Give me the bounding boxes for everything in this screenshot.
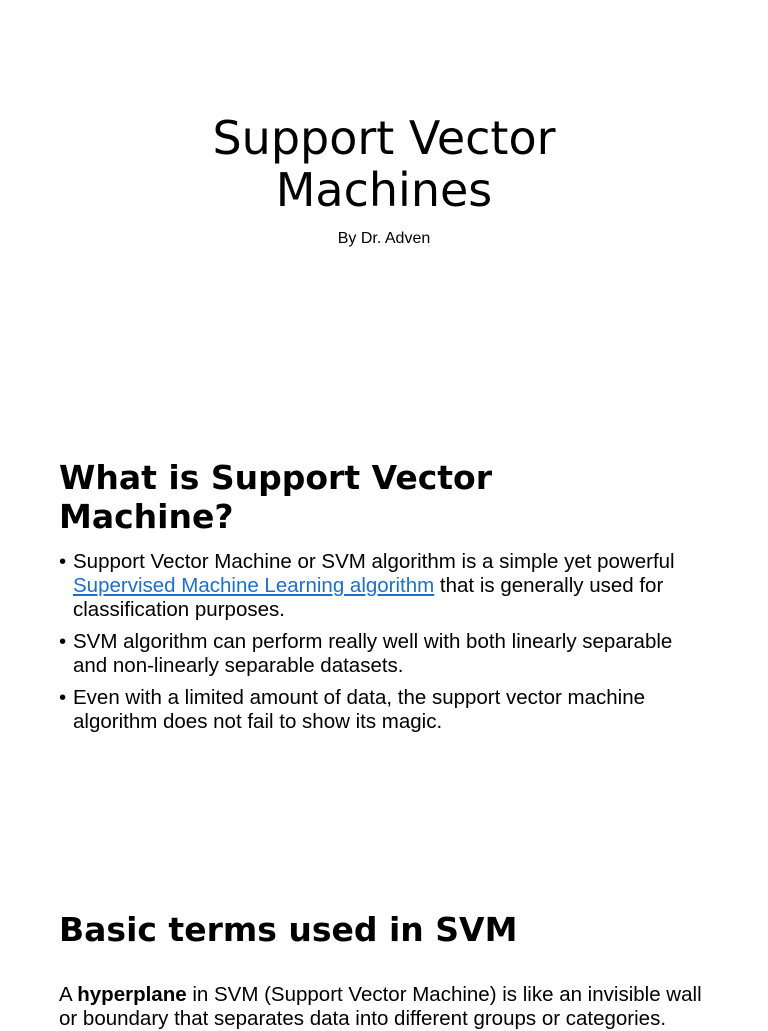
bullet-item-3 (59, 686, 709, 734)
title-line-2: Machines (275, 163, 493, 217)
bullet-dot: • (59, 630, 67, 653)
bullet-item-1 (59, 550, 709, 622)
heading-line-2: Machine? (59, 497, 234, 536)
bullet-text: that is generally used for classification purposes. (73, 574, 664, 621)
bullet-text: Support Vector Machine or SVM algorithm is a simple yet powerful (73, 550, 675, 573)
bullet-dot: • (59, 686, 67, 709)
para-rest: in SVM (Support Vector Machine) is like an invisible wall or boundary that separates data into different groups or categories. (59, 983, 702, 1030)
basic-terms-heading: Basic terms used in SVM (59, 910, 518, 949)
what-is-svm-heading (59, 458, 699, 536)
hyperplane-term: hyperplane (77, 983, 187, 1006)
bullet-text: SVM algorithm can perform really well with both linearly separable and non-linearly separable datasets. (73, 630, 673, 677)
para-start: A (59, 983, 78, 1006)
title-line-1: Support Vector (212, 111, 556, 165)
bullet-item-2 (59, 630, 709, 678)
supervised-ml-link[interactable]: Supervised Machine Learning algorithm (73, 574, 435, 597)
bullet-text: Even with a limited amount of data, the support vector machine algorithm does not fail to show its magic. (73, 686, 646, 733)
svm-bullet-list (59, 550, 709, 742)
author-subtitle: By Dr. Adven (337, 230, 431, 247)
title-slide (0, 0, 768, 430)
presentation-title (0, 112, 768, 216)
bullet-dot: • (59, 550, 67, 573)
heading-line-1: What is Support Vector (59, 458, 492, 497)
